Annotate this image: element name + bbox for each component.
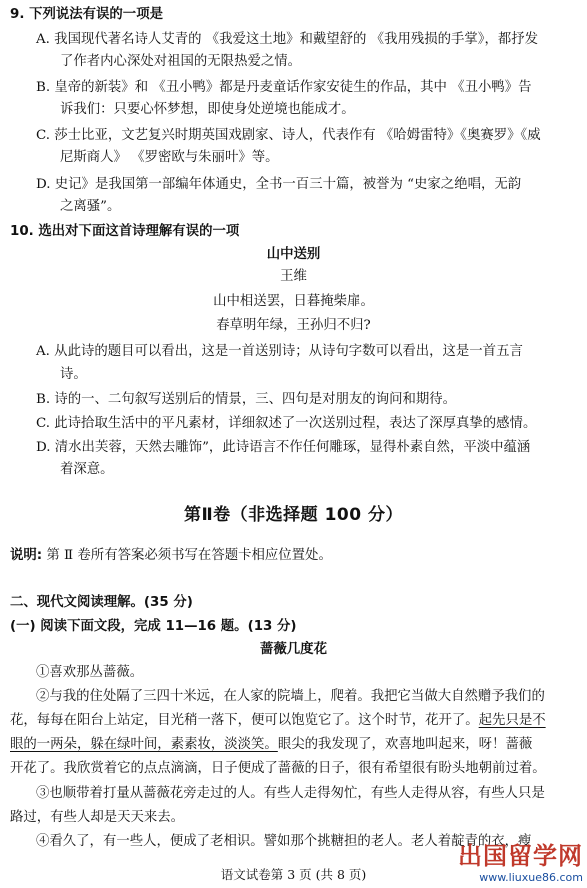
watermark-logo (433, 842, 583, 886)
watermark-url: www.liuxue86.com (479, 871, 583, 884)
essay-paragraph-2-line3 (10, 736, 532, 754)
watermark-main: 出国留学网 (458, 842, 583, 870)
essay-paragraph-2-line1: ②与我的住处隔了三四十米远，在人家的院墙上，爬着。我把它当做大自然赠予我们的 (36, 689, 545, 704)
part2-heading: 二、现代文阅读理解。(35 分) (10, 595, 193, 610)
q10-option-b: B. 诗的一、二句叙写送别后的情景，三、四句是对朋友的询问和期待。 (36, 392, 457, 407)
essay-p2-l2-text: 花，每每在阳台上站定，目光稍一落下，便可以饱览它了。这个时节，花开了。 (10, 713, 479, 728)
sub1-heading: (一) 阅读下面文段，完成 11—16 题。(13 分) (10, 619, 297, 634)
q9-option-c-line2: 尼斯商人》 《罗密欧与朱丽叶》等。 (60, 150, 279, 165)
q9-option-a-line1: A. 我国现代著名诗人艾青的 《我爱这土地》和戴望舒的 《我用残损的手掌》，都抒发 (36, 32, 539, 47)
poem-author: 王维 (280, 269, 307, 284)
q9-option-b-line1: B. 皇帝的新装》和 《丑小鸭》都是丹麦童话作家安徒生的作品，其中 《丑小鸭》告 (36, 80, 532, 95)
q9-option-d-line1: D. 史记》是我国第一部编年体通史，全书一百三十篇，被誉为 “史家之绝唱，无韵 (36, 177, 522, 192)
poem-line-1: 山中相送罢，日暮掩柴扉。 (213, 294, 374, 309)
q9-option-b-line2: 诉我们：只要心怀梦想，即使身处逆境也能成才。 (60, 102, 355, 117)
q9-option-d-line2: 之离骚”。 (60, 199, 121, 214)
essay-paragraph-3-line2: 路过，有些人却是天天来去。 (10, 810, 185, 825)
q10-option-d-line2: 着深意。 (60, 462, 114, 477)
q10-option-d-line1: D. 清水出芙蓉，天然去雕饰”，此诗语言不作任何雕琢，显得朴素自然，平淡中蕴涵 (36, 440, 531, 455)
q9-option-a-line2: 了作者内心深处对祖国的无限热爱之情。 (60, 54, 302, 69)
essay-paragraph-3-line1: ③也顺带着打量从蔷薇花旁走过的人。有些人走得匆忙，有些人走得从容，有些人只是 (36, 786, 545, 801)
q10-stem: 10. 选出对下面这首诗理解有误的一项 (10, 224, 240, 239)
section-title: 第Ⅱ卷（非选择题 100 分） (183, 505, 404, 525)
note-label: 说明: (10, 548, 43, 563)
q9-stem: 9. 下列说法有误的一项是 (10, 7, 163, 22)
q9-option-c-line1: C. 莎士比亚，文艺复兴时期英国戏剧家、诗人，代表作有 《哈姆雷特》《奥赛罗》《威 (36, 128, 541, 143)
poem-title: 山中送别 (266, 247, 321, 262)
page-footer: 语文试卷第 3 页 (共 8 页) (220, 867, 367, 882)
essay-title: 蔷薇几度花 (260, 642, 327, 657)
q10-option-a-line2: 诗。 (60, 367, 87, 382)
q10-option-c: C. 此诗拾取生活中的平凡素材，详细叙述了一次送别过程，表达了深厚真挚的感情。 (36, 416, 537, 431)
note-text: 第 Ⅱ 卷所有答案必须书写在答题卡相应位置处。 (46, 548, 332, 563)
essay-paragraph-2-line4: 开花了。我欣赏着它的点点滴滴，日子便成了蔷薇的日子，很有希望很有盼头地朝前过着。 (10, 761, 546, 776)
essay-p2-l3-underlined: 眼的一两朵，躲在绿叶间，素素妆，淡淡笑。 (10, 737, 278, 752)
essay-p2-l2-underlined: 起先只是不 (478, 713, 546, 728)
essay-paragraph-1: ①喜欢那丛蔷薇。 (36, 665, 144, 680)
essay-paragraph-2-line2 (10, 712, 546, 730)
q10-option-a-line1: A. 从此诗的题目可以看出，这是一首送别诗；从诗句字数可以看出，这是一首五言 (36, 344, 523, 359)
note (10, 547, 332, 565)
poem-line-2: 春草明年绿，王孙归不归? (216, 318, 371, 333)
essay-paragraph-4-line1: ④看久了，有一些人，便成了老相识。譬如那个挑糖担的老人。老人着靛青的衣，瘦 (36, 834, 532, 849)
essay-p2-l3-text: 眼尖的我发现了，欢喜地叫起来，呀！蔷薇 (277, 737, 533, 752)
